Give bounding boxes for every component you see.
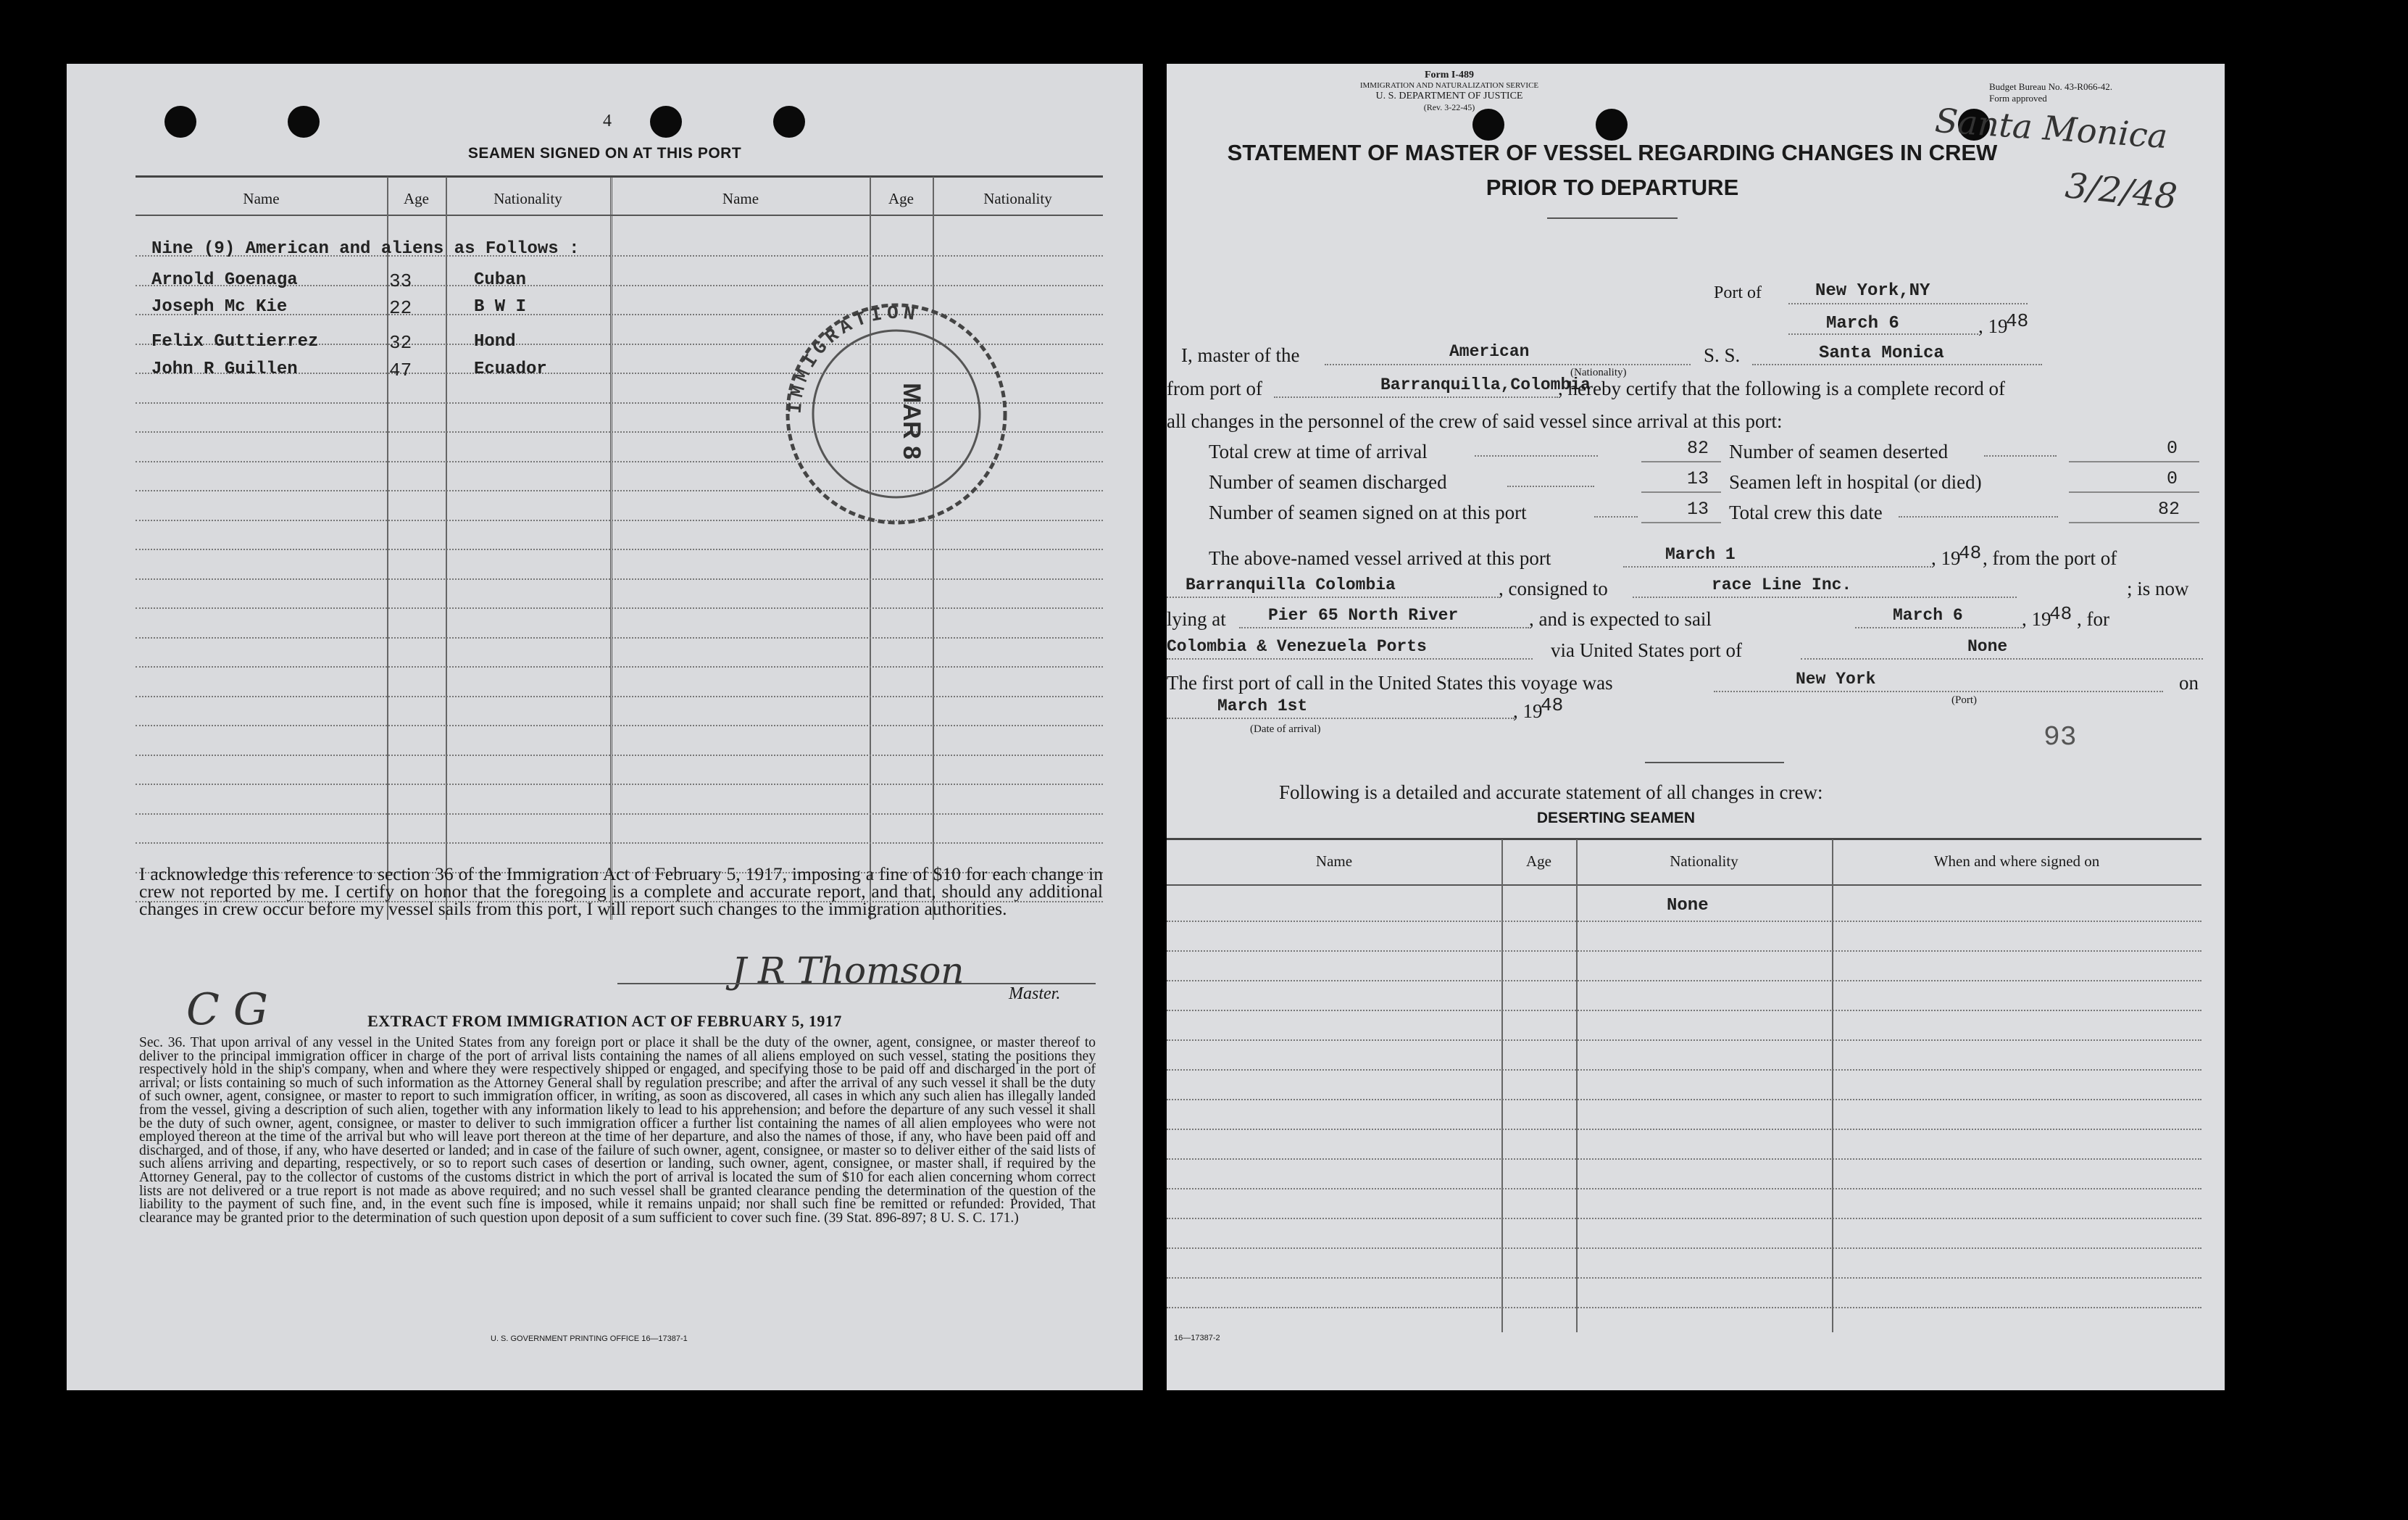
port-caption: (Port) xyxy=(1951,694,1977,706)
form-subtitle: PRIOR TO DEPARTURE xyxy=(1486,175,1739,200)
title-rule xyxy=(1547,217,1678,219)
expected-year: 48 xyxy=(2049,603,2072,625)
from-port-of-value: Barranquilla Colombia xyxy=(1186,576,1396,594)
arrived-year-prefix: , 19 xyxy=(1931,547,1961,569)
seaman-name: Arnold Goenaga xyxy=(151,270,298,290)
row-rule xyxy=(136,842,1103,844)
stamped-number: 93 xyxy=(2044,722,2077,753)
master-label: Master. xyxy=(1009,984,1061,1003)
footer-code: 16—17387-2 xyxy=(1174,1334,1220,1342)
fill-line xyxy=(1594,516,1638,518)
fill-line xyxy=(2069,491,2199,493)
from-port-label: from port of xyxy=(1167,378,1262,399)
expected-label: , and is expected to sail xyxy=(1529,608,1712,630)
arrived-value: March 1 xyxy=(1665,545,1736,564)
punch-hole xyxy=(773,106,805,138)
port-of-label: Port of xyxy=(1714,283,1762,302)
budget-bureau: Budget Bureau No. 43-R066-42. xyxy=(1989,81,2113,92)
fill-line xyxy=(1641,461,1721,462)
acknowledgement-text: I acknowledge this reference to section 36 of the Immigration Act of February 5, 1917, imposing a fine of $10 for each change in crew not reported by me. I certify on honor that the foregoing is a complete and accurate report, and that, should any additional changes in crew occur before my vessel sails from this port, I will report such changes to the immigration authorities. xyxy=(139,863,1103,919)
seaman-nationality: Ecuador xyxy=(474,360,547,379)
for-label: , for xyxy=(2077,608,2109,630)
date-arrival-caption: (Date of arrival) xyxy=(1250,723,1321,735)
consigned-value: race Line Inc. xyxy=(1712,576,1852,594)
fill-line xyxy=(1641,522,1721,523)
following-text: Following is a detailed and accurate statement of all changes in crew: xyxy=(1279,781,1823,803)
fill-line xyxy=(1623,566,1931,568)
row-rule xyxy=(136,637,1103,639)
seaman-nationality: Cuban xyxy=(474,270,527,290)
section-title: SEAMEN SIGNED ON AT THIS PORT xyxy=(467,145,742,162)
ss-value: Santa Monica xyxy=(1819,344,1944,363)
year-value: 48 xyxy=(2006,310,2029,332)
deserted-value: 0 xyxy=(2167,438,2178,459)
row-rule xyxy=(136,666,1103,668)
row-rule xyxy=(136,607,1103,609)
handwritten-vessel-name: Santa Monica xyxy=(1933,100,2169,157)
row-rule xyxy=(1167,1129,2201,1130)
row-rule xyxy=(136,755,1103,756)
printing-office: U. S. GOVERNMENT PRINTING OFFICE 16—17387-1 xyxy=(491,1334,688,1343)
all-changes-text: all changes in the personnel of the crew of said vessel since arrival at this port: xyxy=(1167,410,1783,432)
punch-hole xyxy=(650,106,682,138)
fill-line xyxy=(1167,597,1499,598)
arrived-label: The above-named vessel arrived at this port xyxy=(1209,547,1551,569)
column-header-age: Age xyxy=(404,190,429,207)
handwritten-initials: C G xyxy=(186,984,268,1035)
seaman-nationality: B W I xyxy=(474,297,527,317)
column-header-age: Age xyxy=(888,190,914,207)
nationality-caption: (Nationality) xyxy=(1570,367,1627,378)
discharged-label: Number of seamen discharged xyxy=(1209,471,1447,493)
row-rule xyxy=(1167,1188,2201,1189)
row-rule xyxy=(136,784,1103,785)
via-label: via United States port of xyxy=(1551,639,1742,661)
table-header-rule xyxy=(1167,884,2201,886)
seaman-name: Joseph Mc Kie xyxy=(151,297,288,317)
on-label: on xyxy=(2179,672,2199,694)
signed-on-value: 13 xyxy=(1687,499,1709,520)
first-year: 48 xyxy=(1541,694,1564,716)
column-divider xyxy=(1576,839,1578,1332)
via-value: None xyxy=(1967,637,2008,656)
extract-title: EXTRACT FROM IMMIGRATION ACT OF FEBRUARY 5, 1917 xyxy=(367,1012,842,1030)
table-header-rule xyxy=(136,215,1103,216)
port-of-value: New York,NY xyxy=(1815,281,1930,301)
row-rule xyxy=(1167,1247,2201,1249)
is-now-label: ; is now xyxy=(2127,578,2189,599)
fill-line xyxy=(1633,597,2017,598)
first-date-value: March 1st xyxy=(1217,697,1308,715)
row-rule xyxy=(136,696,1103,697)
expected-year-prefix: , 19 xyxy=(2022,608,2051,630)
column-header-name: Name xyxy=(722,190,759,207)
seaman-age: 47 xyxy=(389,360,412,381)
row-rule xyxy=(1167,1307,2201,1308)
handwritten-date: 3/2/48 xyxy=(2063,165,2180,217)
ss-label: S. S. xyxy=(1704,344,1741,366)
fill-line xyxy=(1984,455,2057,457)
total-crew-date-value: 82 xyxy=(2158,499,2180,520)
stamp-date: MAR 8 xyxy=(898,383,925,460)
row-rule xyxy=(1167,1158,2201,1160)
row-rule xyxy=(136,725,1103,726)
total-crew-arrival-value: 82 xyxy=(1687,438,1709,459)
nationality-value: American xyxy=(1449,342,1530,361)
certify-text: , hereby certify that the following is a complete record of xyxy=(1558,378,2006,399)
row-rule xyxy=(1167,1099,2201,1100)
fill-line xyxy=(2069,522,2199,523)
form-title: STATEMENT OF MASTER OF VESSEL REGARDING CHANGES IN CREW xyxy=(1227,140,1998,165)
row-rule xyxy=(136,578,1103,580)
column-header-name: Name xyxy=(1315,852,1353,870)
seaman-age: 32 xyxy=(389,332,412,354)
punch-hole xyxy=(164,106,196,138)
column-header-nationality: Nationality xyxy=(493,190,562,207)
discharged-value: 13 xyxy=(1687,468,1709,489)
consigned-label: , consigned to xyxy=(1499,578,1608,599)
agency-line2: U. S. DEPARTMENT OF JUSTICE xyxy=(1375,91,1523,101)
signed-on-label: Number of seamen signed on at this port xyxy=(1209,502,1527,523)
row-rule xyxy=(1167,921,2201,922)
column-header-age: Age xyxy=(1526,852,1551,870)
fill-line xyxy=(1899,516,2058,518)
row-rule xyxy=(1167,1069,2201,1071)
fill-line xyxy=(1475,455,1598,457)
revision: (Rev. 3-22-45) xyxy=(1423,102,1475,112)
hospital-label: Seamen left in hospital (or died) xyxy=(1729,471,1982,493)
fill-line xyxy=(1167,658,1533,660)
intro-line: Nine (9) American and aliens as Follows : xyxy=(151,239,580,259)
fill-line xyxy=(1801,658,2203,660)
first-port-value: New York xyxy=(1796,670,1876,689)
page-number: 4 xyxy=(603,112,612,130)
column-header-name: Name xyxy=(243,190,280,207)
row-rule xyxy=(1167,1039,2201,1041)
extract-text: Sec. 36. That upon arrival of any vessel in the United States from any foreign port or place it shall be the duty of the owner, agent, consignee, or master thereof to deliver to the principal immigration officer in charge of the port of arrival lists containing the names of all aliens employed on such vessel, stating the positions they respectively hold in the ship's company, when and where they were respectively shipped or engaged, and specifying those to be paid off and discharged in the port of arrival; or lists containing so much of such information as the Attorney General shall by regulation prescribe; and after the arrival of any such vessel it shall be the duty of such owner, agent, consignee, or master to report to such immigration officer, in writing, as soon as discovered, all cases in which any such alien has illegally landed from the vessel, giving a description of such alien, together with any information likely to lead to his apprehension; and before the departure of any such vessel it shall be the duty of such owner, agent, consignee, or master to deliver to such immigration officer a further list containing the names of all alien employees who were not employed thereon at the time of the arrival but who will leave port thereon at the time of her departure, and also the names of those, if any, who have been paid off and discharged, and of those, if any, who have deserted or landed; and in case of the failure of such owner, agent, consignee, or master so to deliver either of the said lists of such aliens arriving and departing, respectively, or so to report such cases of desertion or landing, such owner, agent, consignee, or master shall, if required by the Attorney General, pay to the collector of customs of the customs district in which the port of arrival is located the sum of $10 for each alien concerning whom correct lists are not delivered or a true report is not made as above required; and no such vessel shall be granted clearance pending the determination of the question of the liability to the payment of such fine, and, in the event such fine is imposed, while it remains unpaid; nor shall such fine be remitted or refunded: Provided, That clearance may be granted prior to the determination of such question upon deposit of a sum sufficient to cover such fine. (39 Stat. 896-897; 8 U. S. C. 171.) xyxy=(139,1035,1096,1226)
seaman-age: 22 xyxy=(389,297,412,319)
lying-at-label: lying at xyxy=(1167,608,1226,630)
fill-line xyxy=(1274,396,1558,398)
hospital-value: 0 xyxy=(2167,468,2178,489)
fill-line xyxy=(2069,461,2199,462)
column-divider xyxy=(1832,839,1833,1332)
master-of-label: I, master of the xyxy=(1181,344,1300,366)
seaman-nationality: Hond xyxy=(474,332,516,352)
column-header-nationality: Nationality xyxy=(983,190,1052,207)
column-header-nationality: Nationality xyxy=(1670,852,1738,870)
fill-line xyxy=(1325,364,1691,365)
column-header-signed-on: When and where signed on xyxy=(1933,852,2100,870)
row-rule xyxy=(1167,1010,2201,1011)
date-stamp xyxy=(777,294,1016,533)
seaman-name: Felix Guttierrez xyxy=(151,332,319,352)
table-top-rule xyxy=(136,175,1103,178)
row-rule xyxy=(1167,1218,2201,1219)
punch-hole xyxy=(1472,109,1504,141)
section-rule xyxy=(1645,762,1784,763)
row-rule xyxy=(1167,950,2201,952)
from-port-value: Barranquilla,Colombia xyxy=(1380,375,1591,394)
column-divider xyxy=(1501,839,1503,1332)
seaman-name: John R Guillen xyxy=(151,360,298,379)
date-value: March 6 xyxy=(1826,314,1899,333)
right-page xyxy=(1167,64,2225,1390)
table-top-rule xyxy=(1167,838,2201,840)
from-port-of-label: , from the port of xyxy=(1983,547,2117,569)
fill-line xyxy=(1788,333,1978,335)
total-crew-date-label: Total crew this date xyxy=(1729,502,1883,523)
total-crew-arrival-label: Total crew at time of arrival xyxy=(1209,441,1428,462)
punch-hole xyxy=(288,106,320,138)
deserted-label: Number of seamen deserted xyxy=(1729,441,1949,462)
fill-line xyxy=(1752,364,2042,365)
row-rule xyxy=(136,549,1103,550)
expected-value: March 6 xyxy=(1893,606,1963,625)
master-signature: J R Thomson xyxy=(732,950,965,992)
row-rule xyxy=(1167,1277,2201,1279)
deserting-title: DESERTING SEAMEN xyxy=(1536,810,1696,826)
form-approved: Form approved xyxy=(1989,93,2047,104)
fill-line xyxy=(1239,627,1529,628)
first-year-prefix: , 19 xyxy=(1513,700,1543,722)
fill-line xyxy=(1714,691,2163,692)
form-number: Form I-489 xyxy=(1424,70,1475,80)
fill-line xyxy=(1167,718,1515,719)
first-port-label: The first port of call in the United States this voyage was xyxy=(1167,672,1613,694)
row-rule xyxy=(136,813,1103,815)
arrived-year: 48 xyxy=(1959,542,1982,564)
lying-at-value: Pier 65 North River xyxy=(1268,606,1459,625)
agency-line1: IMMIGRATION AND NATURALIZATION SERVICE xyxy=(1359,81,1539,90)
left-page xyxy=(67,64,1143,1390)
fill-line xyxy=(1507,486,1594,487)
fill-line xyxy=(1855,627,2022,628)
seaman-age: 33 xyxy=(389,270,412,292)
deserting-nationality-value: None xyxy=(1667,896,1709,915)
punch-hole xyxy=(1596,109,1628,141)
stamp-ring-text: IMMIGRATION xyxy=(784,302,921,415)
fill-line xyxy=(1788,303,2028,304)
destination-value: Colombia & Venezuela Ports xyxy=(1167,637,1427,656)
year-prefix: , 19 xyxy=(1978,315,2008,337)
row-rule xyxy=(1167,980,2201,981)
fill-line xyxy=(1641,491,1721,493)
